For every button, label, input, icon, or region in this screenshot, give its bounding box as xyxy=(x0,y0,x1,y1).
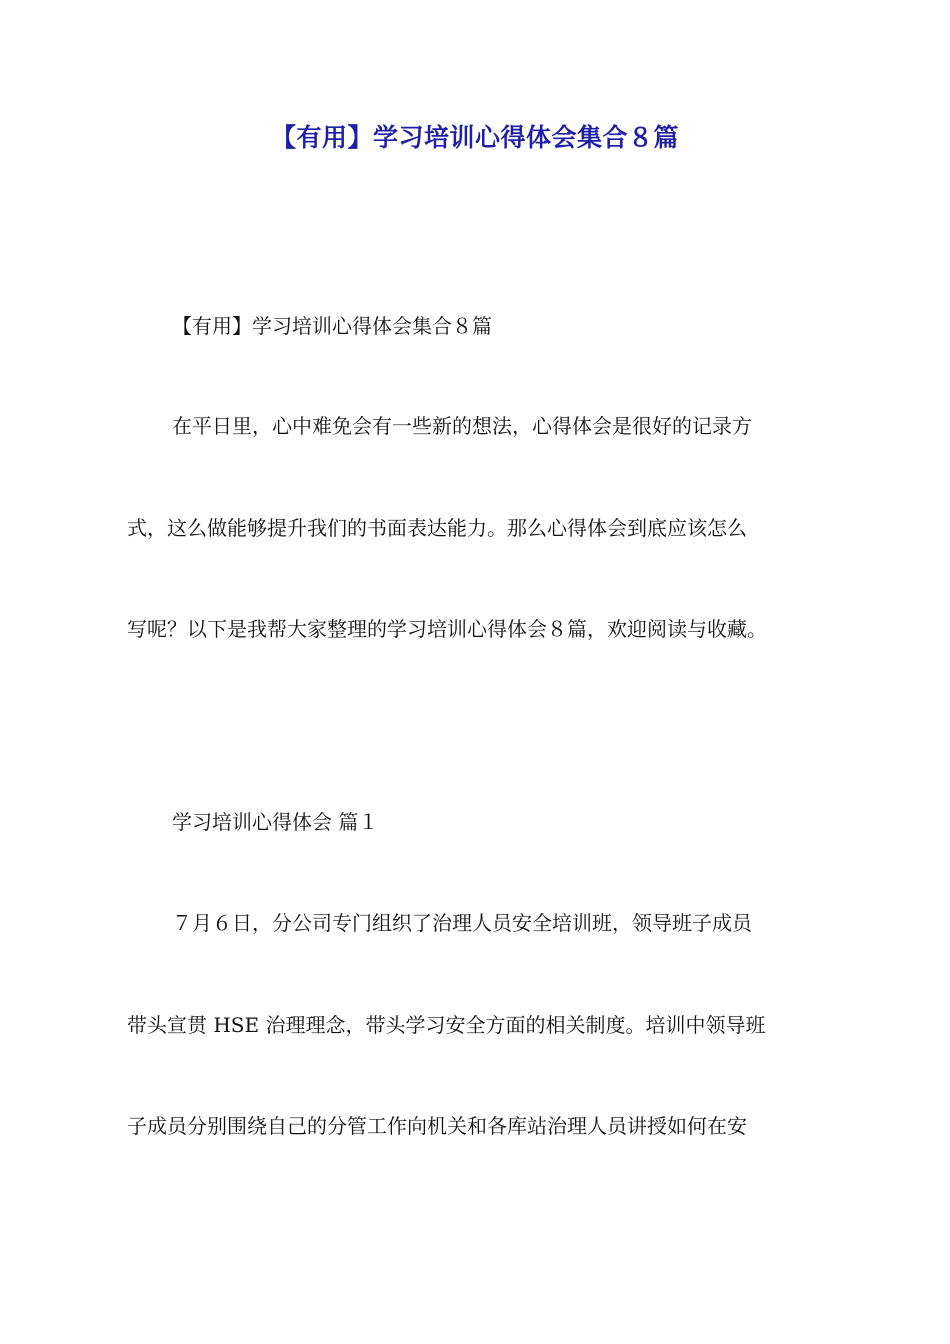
section-paragraph-line: ７月６日，分公司专门组织了治理人员安全培训班，领导班子成员 xyxy=(172,911,752,935)
document-title: 【有用】学习培训心得体会集合８篇 xyxy=(270,123,679,152)
section-paragraph-line: 带头宣贯 HSE 治理理念，带头学习安全方面的相关制度。培训中领导班 xyxy=(127,1013,766,1037)
document-subtitle: 【有用】学习培训心得体会集合８篇 xyxy=(172,314,492,338)
section-paragraph-line: 子成员分别围绕自己的分管工作向机关和各库站治理人员讲授如何在安 xyxy=(127,1114,747,1138)
intro-paragraph-line: 在平日里，心中难免会有一些新的想法，心得体会是很好的记录方 xyxy=(172,414,752,438)
intro-paragraph-line: 写呢？以下是我帮大家整理的学习培训心得体会８篇，欢迎阅读与收藏。 xyxy=(127,617,767,641)
section-heading: 学习培训心得体会 篇１ xyxy=(172,810,379,834)
intro-paragraph-line: 式，这么做能够提升我们的书面表达能力。那么心得体会到底应该怎么 xyxy=(127,516,747,540)
